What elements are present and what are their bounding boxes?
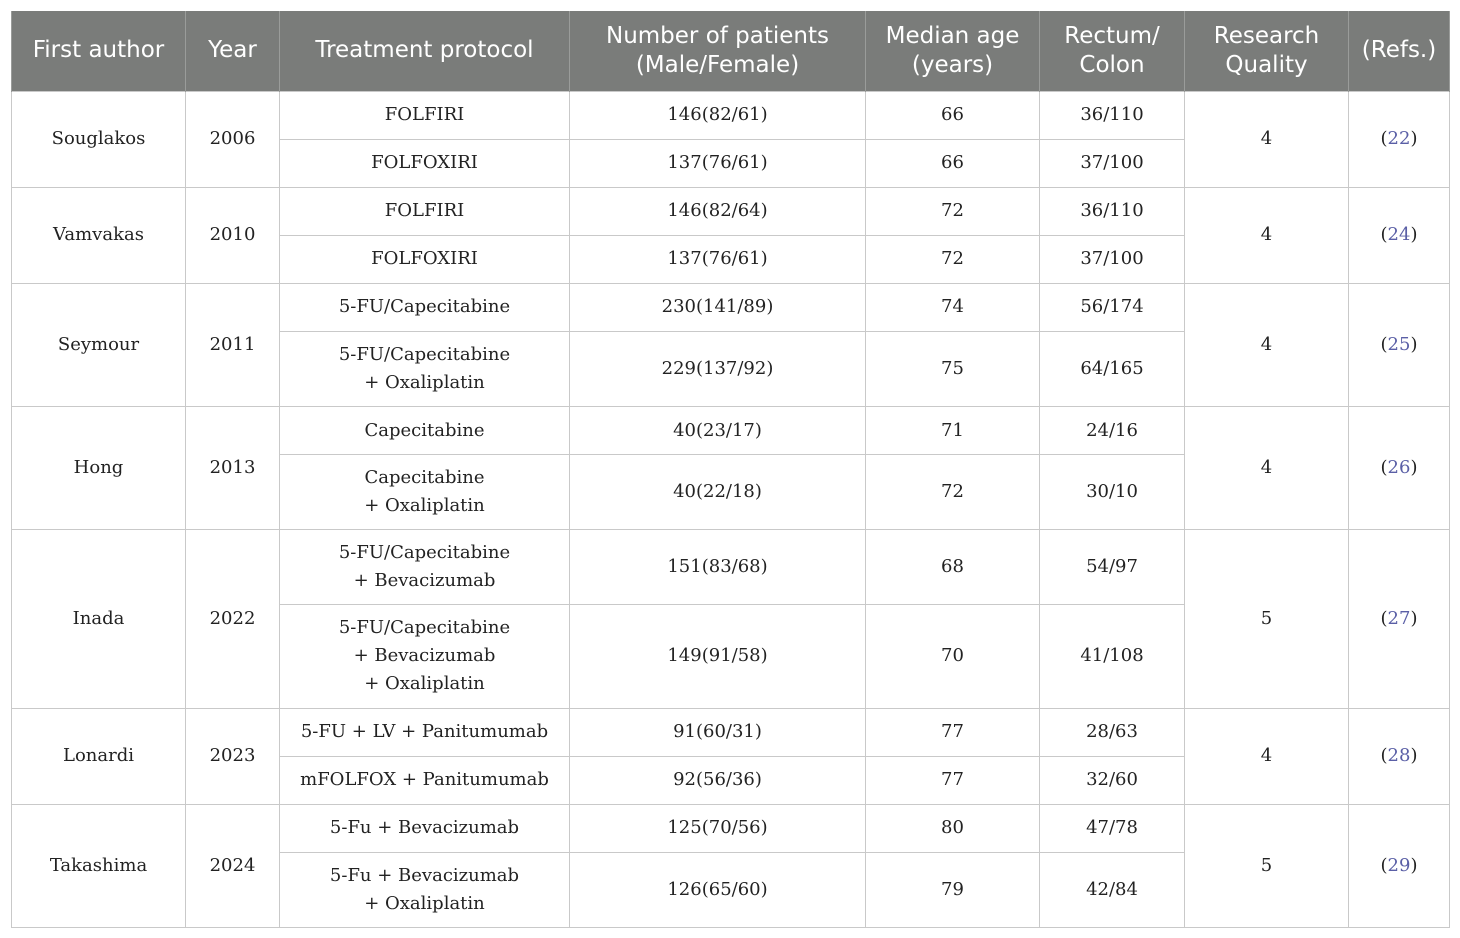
cell-treatment-protocol [280,756,570,804]
header-quality-line1: Research [1213,22,1320,49]
protocol-line: 5-FU/Capecitabine [338,542,511,564]
cell-median-age: 77 [866,708,1040,756]
cell-treatment-protocol [280,331,570,406]
cell-refs [1349,187,1450,283]
header-number-of-patients [570,11,866,91]
protocol-line: + Oxaliplatin [364,371,485,393]
protocol-line: mFOLFOX + Panitumumab [300,769,549,791]
cell-number-of-patients: 151(83/68) [570,530,866,605]
cell-year: 2010 [186,187,280,283]
cell-number-of-patients: 125(70/56) [570,804,866,852]
cell-rectum-colon: 24/16 [1040,407,1185,455]
header-age-line1: Median age [885,22,1020,49]
ref-close-paren: ) [1410,854,1418,876]
cell-refs [1349,407,1450,530]
reference-link[interactable]: 25 [1387,333,1411,355]
cell-research-quality: 4 [1185,187,1349,283]
cell-year: 2011 [186,283,280,406]
table-row [12,407,1450,455]
table-row [12,187,1450,235]
cell-first-author: Takashima [12,804,186,927]
cell-number-of-patients: 229(137/92) [570,331,866,406]
cell-median-age: 77 [866,756,1040,804]
cell-year: 2023 [186,708,280,804]
cell-first-author: Vamvakas [12,187,186,283]
ref-open-paren: ( [1380,745,1388,767]
table-row [12,804,1450,852]
ref-close-paren: ) [1410,457,1418,479]
header-row [12,11,1450,91]
protocol-line: 5-FU/Capecitabine [338,296,511,318]
header-first-author: First author [12,11,186,91]
cell-rectum-colon: 47/78 [1040,804,1185,852]
cell-rectum-colon: 37/100 [1040,139,1185,187]
cell-median-age: 79 [866,852,1040,927]
cell-first-author: Inada [12,530,186,708]
cell-treatment-protocol [280,283,570,331]
cell-rectum-colon: 42/84 [1040,852,1185,927]
protocol-line: + Oxaliplatin [364,673,485,695]
cell-year: 2006 [186,91,280,187]
protocol-line: FOLFIRI [384,200,465,222]
ref-close-paren: ) [1410,224,1418,246]
header-age-line2: (years) [911,51,994,78]
protocol-line: FOLFIRI [384,104,465,126]
table-row [12,283,1450,331]
cell-number-of-patients: 146(82/61) [570,91,866,139]
protocol-line: 5-FU/Capecitabine [338,343,511,365]
cell-treatment-protocol [280,852,570,927]
cell-first-author: Souglakos [12,91,186,187]
cell-treatment-protocol [280,235,570,283]
cell-median-age: 70 [866,605,1040,708]
cell-treatment-protocol [280,187,570,235]
cell-rectum-colon: 28/63 [1040,708,1185,756]
ref-close-paren: ) [1410,607,1418,629]
ref-open-paren: ( [1380,607,1388,629]
protocol-line: + Oxaliplatin [364,892,485,914]
ref-open-paren: ( [1380,457,1388,479]
cell-refs [1349,91,1450,187]
cell-treatment-protocol [280,455,570,530]
ref-open-paren: ( [1380,224,1388,246]
reference-link[interactable]: 26 [1387,457,1411,479]
cell-rectum-colon: 32/60 [1040,756,1185,804]
cell-median-age: 75 [866,331,1040,406]
reference-link[interactable]: 29 [1387,854,1411,876]
cell-refs [1349,708,1450,804]
cell-first-author: Lonardi [12,708,186,804]
header-patients-line2: (Male/Female) [635,51,800,78]
cell-first-author: Seymour [12,283,186,406]
cell-median-age: 66 [866,91,1040,139]
table-row [12,708,1450,756]
protocol-line: 5-FU/Capecitabine [338,617,511,639]
cell-rectum-colon: 64/165 [1040,331,1185,406]
reference-link[interactable]: 22 [1387,128,1411,150]
cell-year: 2013 [186,407,280,530]
cell-median-age: 66 [866,139,1040,187]
studies-table [11,11,1450,928]
cell-treatment-protocol [280,139,570,187]
protocol-line: + Bevacizumab [353,645,496,667]
ref-open-paren: ( [1380,333,1388,355]
cell-refs [1349,530,1450,708]
cell-refs [1349,804,1450,927]
reference-link[interactable]: 24 [1387,224,1411,246]
header-median-age [866,11,1040,91]
cell-research-quality: 4 [1185,283,1349,406]
cell-number-of-patients: 40(22/18) [570,455,866,530]
cell-number-of-patients: 137(76/61) [570,235,866,283]
header-year: Year [186,11,280,91]
reference-link[interactable]: 27 [1387,607,1411,629]
cell-first-author: Hong [12,407,186,530]
cell-treatment-protocol [280,605,570,708]
header-refs: (Refs.) [1349,11,1450,91]
cell-rectum-colon: 56/174 [1040,283,1185,331]
cell-rectum-colon: 54/97 [1040,530,1185,605]
cell-median-age: 72 [866,187,1040,235]
cell-median-age: 72 [866,455,1040,530]
cell-research-quality: 4 [1185,91,1349,187]
cell-research-quality: 5 [1185,804,1349,927]
cell-rectum-colon: 36/110 [1040,91,1185,139]
protocol-line: FOLFOXIRI [371,152,478,174]
header-patients-line1: Number of patients [605,22,829,49]
cell-number-of-patients: 92(56/36) [570,756,866,804]
cell-rectum-colon: 41/108 [1040,605,1185,708]
protocol-line: Capecitabine [364,419,485,441]
cell-rectum-colon: 37/100 [1040,235,1185,283]
cell-year: 2024 [186,804,280,927]
cell-treatment-protocol [280,708,570,756]
header-rectum-colon [1040,11,1185,91]
protocol-line: + Bevacizumab [353,570,496,592]
cell-number-of-patients: 230(141/89) [570,283,866,331]
header-site-line2: Colon [1079,51,1145,78]
cell-median-age: 72 [866,235,1040,283]
ref-close-paren: ) [1410,745,1418,767]
protocol-line: 5-Fu + Bevacizumab [329,817,520,839]
cell-treatment-protocol [280,91,570,139]
reference-link[interactable]: 28 [1387,745,1411,767]
cell-median-age: 80 [866,804,1040,852]
cell-research-quality: 5 [1185,530,1349,708]
cell-rectum-colon: 30/10 [1040,455,1185,530]
cell-research-quality: 4 [1185,708,1349,804]
cell-refs [1349,283,1450,406]
cell-number-of-patients: 149(91/58) [570,605,866,708]
protocol-line: 5-Fu + Bevacizumab [329,864,520,886]
protocol-line: 5-FU + LV + Panitumumab [300,721,549,743]
ref-close-paren: ) [1410,128,1418,150]
table-row [12,91,1450,139]
cell-rectum-colon: 36/110 [1040,187,1185,235]
cell-number-of-patients: 137(76/61) [570,139,866,187]
cell-number-of-patients: 126(65/60) [570,852,866,927]
cell-treatment-protocol [280,530,570,605]
protocol-line: + Oxaliplatin [364,495,485,517]
cell-year: 2022 [186,530,280,708]
table-row [12,530,1450,605]
ref-close-paren: ) [1410,333,1418,355]
ref-open-paren: ( [1380,854,1388,876]
cell-number-of-patients: 40(23/17) [570,407,866,455]
table-body [12,91,1450,928]
cell-number-of-patients: 146(82/64) [570,187,866,235]
cell-median-age: 71 [866,407,1040,455]
header-treatment-protocol: Treatment protocol [280,11,570,91]
header-site-line1: Rectum/ [1064,22,1160,49]
cell-median-age: 74 [866,283,1040,331]
cell-number-of-patients: 91(60/31) [570,708,866,756]
ref-open-paren: ( [1380,128,1388,150]
cell-treatment-protocol [280,407,570,455]
header-quality-line2: Quality [1225,51,1308,78]
header-research-quality [1185,11,1349,91]
cell-research-quality: 4 [1185,407,1349,530]
protocol-line: Capecitabine [364,467,485,489]
cell-treatment-protocol [280,804,570,852]
protocol-line: FOLFOXIRI [371,248,478,270]
cell-median-age: 68 [866,530,1040,605]
